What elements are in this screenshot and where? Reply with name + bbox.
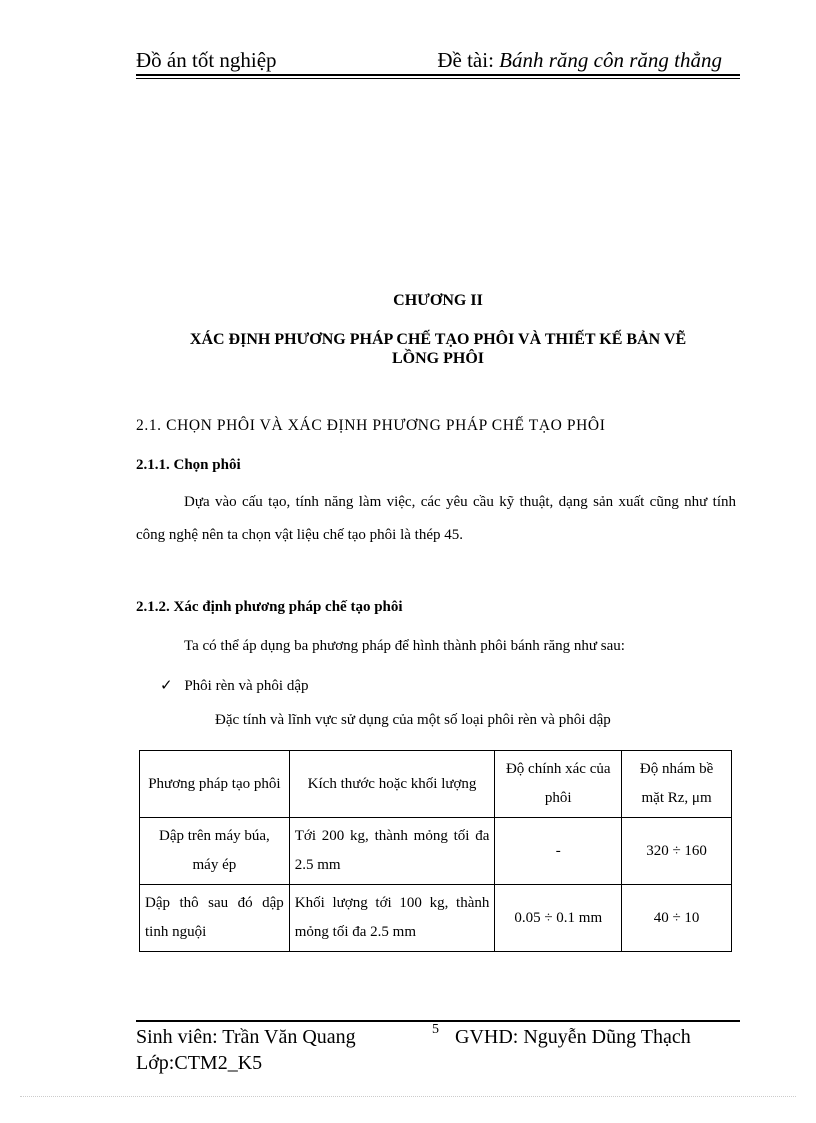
table-caption: Đặc tính và lĩnh vực sử dụng của một số loại phôi rèn và phôi dập — [215, 712, 611, 728]
table-header-row — [140, 751, 732, 818]
table-cell: 0.05 ÷ 0.1 mm — [495, 885, 622, 952]
page-header — [136, 48, 740, 78]
table-header-cell: Kích thước hoặc khối lượng — [289, 751, 495, 818]
header-project-title: Đồ án tốt nghiệp — [136, 48, 277, 72]
table-cell: - — [495, 818, 622, 885]
table-cell: 40 ÷ 10 — [622, 885, 732, 952]
table-header-cell: Phương pháp tạo phôi — [140, 751, 290, 818]
section-2-1-heading: 2.1. CHỌN PHÔI VÀ XÁC ĐỊNH PHƯƠNG PHÁP CHẾ TẠO PHÔI — [136, 417, 606, 434]
chapter-label: CHƯƠNG II — [393, 292, 483, 309]
chapter-title — [136, 330, 740, 368]
table-cell: 320 ÷ 160 — [622, 818, 732, 885]
table-cell: Dập thô sau đó dập tinh nguội — [140, 885, 290, 952]
table-header-cell: Độ chính xác của phôi — [495, 751, 622, 818]
section-2-1-1-paragraph: Dựa vào cấu tạo, tính năng làm việc, các yêu cầu kỹ thuật, dạng sản xuất cũng như tính công nghệ nên ta chọn vật liệu chế tạo phôi là thép 45. — [136, 494, 736, 543]
table-header-cell: Độ nhám bề mặt Rz, μm — [622, 751, 732, 818]
table-cell: Khối lượng tới 100 kg, thành mỏng tối đa 2.5 mm — [289, 885, 495, 952]
header-topic-name: Bánh răng côn răng thẳng — [499, 48, 722, 72]
page-number: 5 — [432, 1022, 439, 1037]
section-2-1-2-heading: 2.1.2. Xác định phương pháp chế tạo phôi — [136, 599, 403, 615]
page-edge-divider — [20, 1096, 796, 1097]
footer-class: Lớp:CTM2_K5 — [136, 1052, 263, 1074]
footer-student: Sinh viên: Trần Văn Quang — [136, 1026, 356, 1048]
table-cell: Dập trên máy búa, máy ép — [140, 818, 290, 885]
section-2-1-2-intro: Ta có thể áp dụng ba phương pháp để hình thành phôi bánh răng như sau: — [184, 638, 625, 654]
header-rule — [136, 74, 740, 76]
table-row — [140, 885, 732, 952]
section-2-1-1-heading: 2.1.1. Chọn phôi — [136, 457, 241, 473]
header-topic-prefix: Đề tài: — [437, 48, 500, 72]
check-icon: ✓ — [160, 678, 173, 694]
bullet-label: Phôi rèn và phôi dập — [184, 678, 309, 694]
chapter-title-line-2: LỒNG PHÔI — [391, 350, 484, 367]
table-row — [140, 818, 732, 885]
chapter-title-line-1: XÁC ĐỊNH PHƯƠNG PHÁP CHẾ TẠO PHÔI VÀ THIẾT KẾ BẢN VẼ — [189, 331, 687, 348]
footer-supervisor: GVHD: Nguyễn Dũng Thạch — [455, 1026, 691, 1048]
table-cell: Tới 200 kg, thành mỏng tối đa 2.5 mm — [289, 818, 495, 885]
header-topic — [437, 48, 722, 73]
header-rule-thin — [136, 78, 740, 79]
bullet-item — [160, 676, 308, 695]
forging-methods-table — [139, 750, 732, 952]
